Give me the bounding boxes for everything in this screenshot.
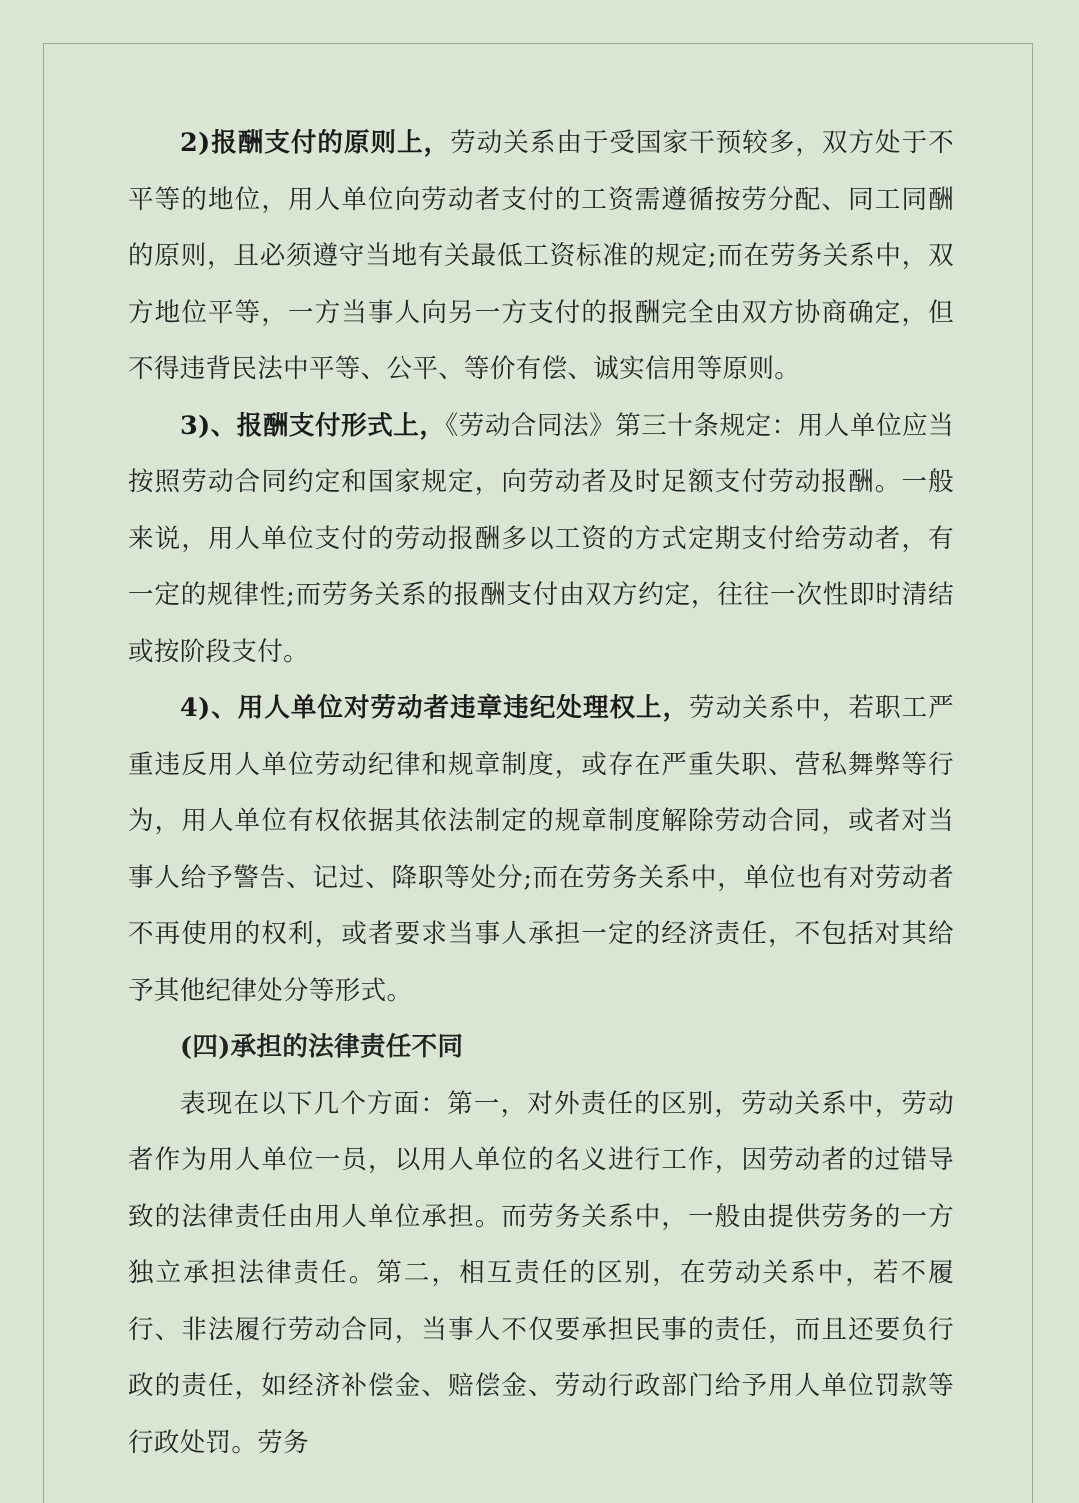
paragraph-text: 劳动关系中，若职工严重违反用人单位劳动纪律和规章制度，或存在严重失职、营私舞弊等行为，用人单位有权依据其依法制定的规章制度解除劳动合同，或者对当事人给予警告、记过、降职等处分;而在劳务关系中，单位也有对劳动者不再使用的权利，或者要求当事人承担一定的经济责任，不包括对其给予其他纪律处分等形式。 <box>128 693 954 1006</box>
paragraph-legal-liability: 表现在以下几个方面：第一，对外责任的区别，劳动关系中，劳动者作为用人单位一员，以用人单位的名义进行工作，因劳动者的过错导致的法律责任由用人单位承担。而劳务关系中，一般由提供劳务的一方独立承担法律责任。第二，相互责任的区别，在劳动关系中，若不履行、非法履行劳动合同，当事人不仅要承担民事的责任，而且还要负行政的责任，如经济补偿金、赔偿金、劳动行政部门给予用人单位罚款等行政处罚。劳务 <box>128 1088 954 1458</box>
document-body <box>128 115 954 1471</box>
paragraph-remuneration-form <box>128 398 954 681</box>
paragraph-lead: 2)报酬支付的原则上， <box>180 128 451 158</box>
paragraph-text: 劳动关系由于受国家干预较多，双方处于不平等的地位，用人单位向劳动者支付的工资需遵循按劳分配、同工同酬的原则，且必须遵守当地有关最低工资标准的规定;而在劳务关系中，双方地位平等，一方当事人向另一方支付的报酬完全由双方协商确定，但不得违背民法中平等、公平、等价有偿、诚实信用等原则。 <box>128 128 954 384</box>
paragraph-lead: 3)、报酬支付形式上， <box>180 410 446 441</box>
paragraph-disciplinary-power <box>128 680 954 1019</box>
paragraph-lead: 4)、用人单位对劳动者违章违纪处理权上， <box>180 693 690 723</box>
section-heading: (四)承担的法律责任不同 <box>180 1032 464 1062</box>
paragraph-remuneration-principle <box>128 115 954 398</box>
paragraph-text: 《劳动合同法》第三十条规定：用人单位应当按照劳动合同约定和国家规定，向劳动者及时足额支付劳动报酬。一般来说，用人单位支付的劳动报酬多以工资的方式定期支付给劳动者，有一定的规律性;而劳务关系的报酬支付由双方约定，往往一次性即时清结或按阶段支付。 <box>128 410 954 667</box>
